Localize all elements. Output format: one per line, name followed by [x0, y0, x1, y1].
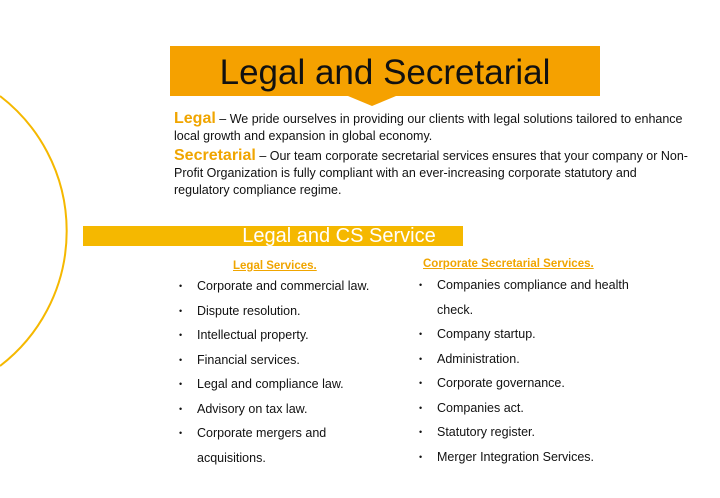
bullet-icon: •	[419, 353, 423, 364]
bullet-icon: •	[419, 280, 423, 290]
list-item: • Dispute resolution.	[179, 299, 394, 324]
list-item: • Legal and compliance law.	[179, 372, 394, 397]
bullet-icon: •	[179, 403, 183, 414]
list-item: • Administration.	[419, 347, 639, 372]
secretarial-term: Secretarial	[174, 147, 256, 164]
legal-services-list	[179, 274, 394, 470]
legal-services-heading: Legal Services.	[233, 260, 317, 272]
list-item: • Merger Integration Services.	[419, 445, 639, 470]
cs-services-heading: Corporate Secretarial Services.	[423, 258, 594, 270]
list-item: • Intellectual property.	[179, 323, 394, 348]
bullet-icon: •	[179, 305, 183, 316]
legal-paragraph	[174, 110, 694, 145]
list-item: • Company startup.	[419, 322, 639, 347]
bullet-icon: •	[419, 378, 423, 388]
bullet-icon: •	[179, 354, 183, 365]
list-item: • Corporate mergers and acquisitions.	[179, 421, 394, 470]
list-item: • Companies compliance and health check.	[419, 273, 639, 322]
list-item: • Corporate governance.	[419, 371, 639, 396]
list-item: • Corporate and commercial law.	[179, 274, 394, 299]
section-title: Legal and CS Service	[242, 225, 436, 247]
legal-term: Legal	[174, 110, 216, 127]
bullet-icon: •	[419, 329, 423, 339]
list-item: • Statutory register.	[419, 420, 639, 445]
intro-text	[174, 110, 694, 201]
cs-services-list	[419, 273, 639, 469]
bullet-icon: •	[179, 428, 183, 438]
bullet-icon: •	[419, 402, 423, 413]
page-title: Legal and Secretarial	[219, 53, 551, 92]
bullet-icon: •	[179, 330, 183, 340]
list-item: • Financial services.	[179, 348, 394, 373]
list-item: • Companies act.	[419, 396, 639, 421]
bullet-icon: •	[179, 281, 183, 291]
secretarial-paragraph	[174, 147, 694, 199]
legal-description: – We pride ourselves in providing our clients with legal solutions tailored to enhance local growth and expansion in global economy.	[174, 112, 683, 143]
bullet-icon: •	[419, 451, 423, 462]
list-item: • Advisory on tax law.	[179, 397, 394, 422]
bullet-icon: •	[179, 379, 183, 389]
secretarial-description: – Our team corporate secretarial services ensures that your company or Non-Profit Organization is fully compliant with an ever-increasing corporate statutory and regulatory compliance regime.	[174, 149, 688, 197]
bullet-icon: •	[419, 427, 423, 437]
